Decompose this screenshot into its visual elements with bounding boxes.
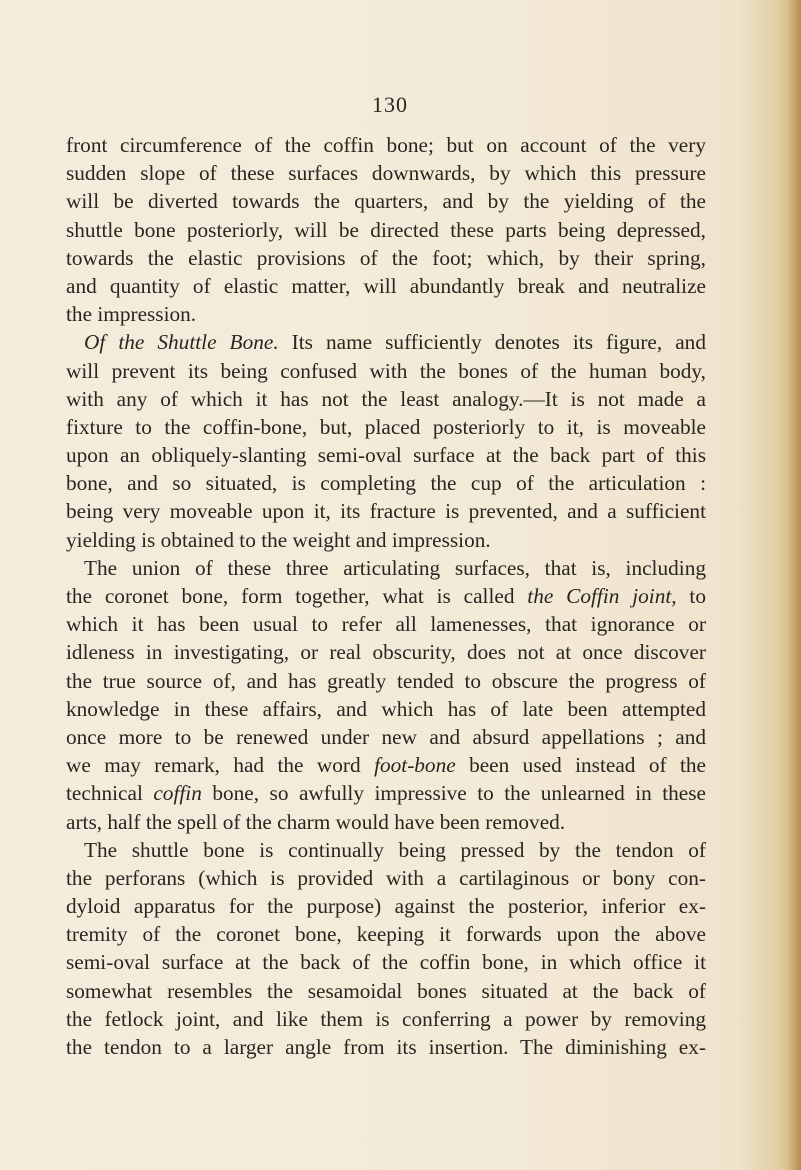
text-line: tremity of the coronet bone, keeping it forwards upon the above bbox=[66, 922, 706, 947]
text-line: the impression. bbox=[66, 302, 197, 327]
text-line: the true source of, and has greatly tended to obscure the progress of bbox=[66, 668, 706, 693]
text-line: upon an obliquely-slanting semi-oval surface at the back part of this bbox=[66, 443, 706, 468]
term-coffin: coffin bbox=[153, 781, 202, 806]
text-line: once more to be renewed under new and absurd appellations ; and bbox=[66, 724, 706, 749]
term-coffin-joint: the Coffin joint, bbox=[527, 584, 677, 608]
text-line: the coronet bone, form together, what is called the Coffin joint, to bbox=[66, 584, 706, 608]
text-line: the fetlock joint, and like them is conferring a power by removing bbox=[66, 1006, 706, 1031]
text-line: will prevent its being confused with the bones of the human body, bbox=[66, 358, 706, 383]
section-heading-line: Of the Shuttle Bone. Its name sufficiently denotes its figure, and bbox=[84, 330, 706, 355]
text-line: being very moveable upon it, its fracture is prevented, and a sufficient bbox=[66, 499, 706, 524]
text-line: bone, and so situated, is completing the cup of the articulation : bbox=[66, 471, 706, 496]
text-line: knowledge in these affairs, and which has of late been attempted bbox=[66, 696, 706, 721]
text-line: arts, half the spell of the charm would have been removed. bbox=[66, 809, 566, 834]
text-line: The union of these three articulating surfaces, that is, including bbox=[84, 555, 706, 580]
text-line: somewhat resembles the sesamoidal bones situated at the back of bbox=[66, 978, 706, 1003]
text-line: the tendon to a larger angle from its insertion. The diminishing ex- bbox=[66, 1035, 706, 1059]
text-line: shuttle bone posteriorly, will be directed these parts being depressed, bbox=[66, 217, 706, 242]
text-line: technical coffin bone, so awfully impressive to the unlearned in these bbox=[66, 781, 706, 806]
text-line: and quantity of elastic matter, will abundantly break and neutralize bbox=[66, 273, 706, 298]
text-line: will be diverted towards the quarters, and by the yielding of the bbox=[66, 189, 706, 214]
text-line: sudden slope of these surfaces downwards, by which this pressure bbox=[66, 161, 706, 186]
text-line: The shuttle bone is continually being pressed by the tendon of bbox=[84, 837, 706, 862]
text-line: fixture to the coffin-bone, but, placed posteriorly to it, is moveable bbox=[66, 414, 706, 439]
page-edge-shadow bbox=[787, 0, 801, 1170]
text-line: idleness in investigating, or real obscurity, does not at once discover bbox=[66, 640, 706, 665]
text-line: semi-oval surface at the back of the coffin bone, in which office it bbox=[66, 950, 706, 975]
text-line: with any of which it has not the least analogy.—It is not made a bbox=[66, 386, 706, 411]
text-line: which it has been usual to refer all lamenesses, that ignorance or bbox=[66, 612, 706, 637]
section-title-shuttle-bone: Of the Shuttle Bone. bbox=[84, 330, 279, 355]
text-line: dyloid apparatus for the purpose) against the posterior, inferior ex- bbox=[66, 894, 706, 919]
term-foot-bone: foot-bone bbox=[374, 753, 456, 778]
text-line: front circumference of the coffin bone; but on account of the very bbox=[66, 133, 706, 157]
text-line: yielding is obtained to the weight and impression. bbox=[66, 527, 491, 552]
body-text bbox=[66, 131, 706, 1061]
text-line: the perforans (which is provided with a cartilaginous or bony con- bbox=[66, 865, 706, 890]
text-line: towards the elastic provisions of the foot; which, by their spring, bbox=[66, 245, 706, 270]
text-line: we may remark, had the word foot-bone been used instead of the bbox=[66, 753, 706, 778]
page-number: 130 bbox=[372, 92, 408, 117]
